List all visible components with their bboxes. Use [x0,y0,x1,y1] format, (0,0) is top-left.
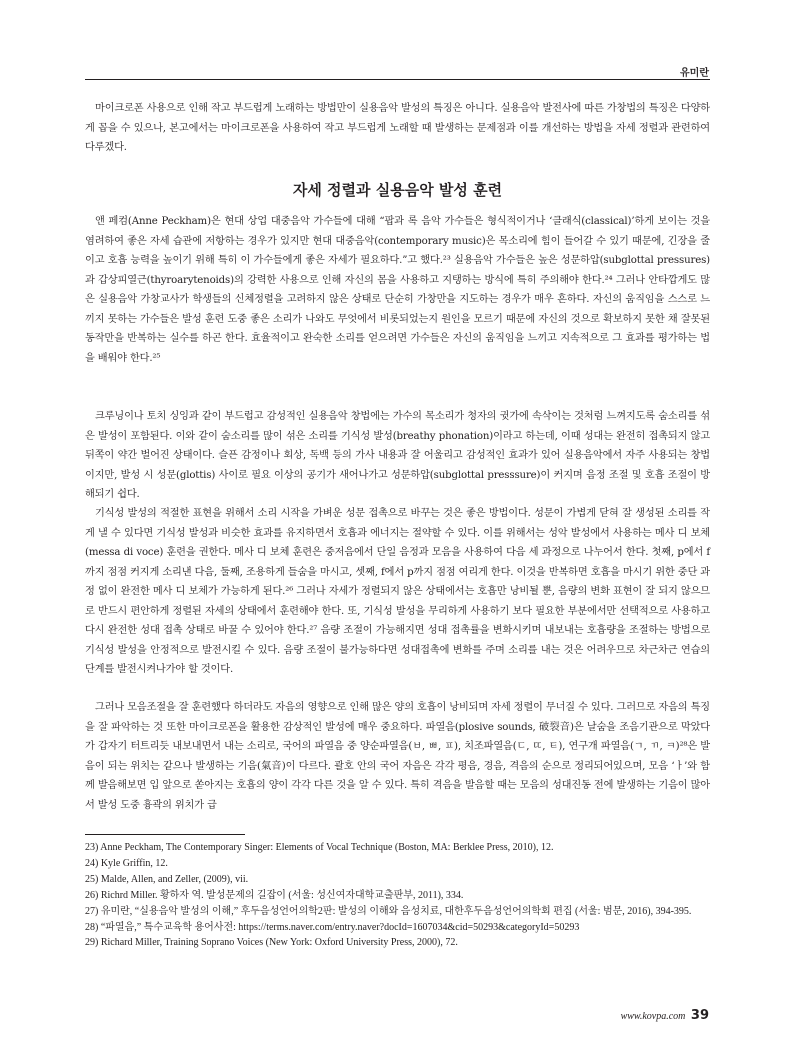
body-paragraph-1: 앤 페컴(Anne Peckham)은 현대 상업 대중음악 가수들에 대해 “팝과 록 음악 가수들은 형식적이거나 ‘클래식(classical)’하게 보이는 것을 염려하여 좋은 자세 습관에 저항하는 경우가 있지만 현대 대중음악(contemporary music)은 목소리에 힘이 들어갈 수 있기 때문에, 긴장을 줄이고 호흡 능력을 높이기 위해 특히 이 가수들에게 좋은 자세가 필요하다.”고 했다.²³ 실용음악 가수들은 높은 성문하압(subglottal pressures)과 갑상피열근(thyroarytenoids)의 강력한 사용으로 인해 자신의 몸을 사용하고 지탱하는 방식에 특히 주의해야 한다.²⁴ 그러나 안타깝게도 많은 실용음악 가창교사가 학생들의 신체정렬을 고려하지 않은 상태로 단순히 가창만을 지도하는 경우가 매우 흔하다. 자신의 움직임을 스스로 느끼지 못하는 가수들은 발성 훈련 도중 좋은 소리가 나와도 무엇에서 비롯되었는지 원인을 모르기 때문에 자신의 것으로 확보하지 못한 채 잘못된 동작만을 반복하는 실수를 하곤 한다. 효율적이고 완숙한 소리를 얻으려면 가수들은 자신의 움직임을 느끼고 지속적으로 그 효과를 평가하는 법을 배워야 한다.²⁵ [85,216,711,364]
body-paragraph-2: 크루닝이나 토치 싱잉과 같이 부드럽고 감성적인 실용음악 창법에는 가수의 목소리가 청자의 귓가에 속삭이는 것처럼 느껴지도록 숨소리를 섞은 발성이 포함된다. 이와 같이 숨소리를 많이 섞은 소리를 기식성 발성(breathy phonation)이라고 하는데, 이때 성대는 완전히 접촉되지 않고 뒤쪽이 약간 벌어진 상태이다. 슬픈 감정이나 회상, 독백 등의 가사 내용과 잘 어울리고 감성적인 효과가 있어 실용음악에서 자주 사용되는 창법이지만, 발성 시 성문(glottis) 사이로 필요 이상의 공기가 새어나가고 성문하압(subglottal presssure)이 커지며 음정 조절 및 호흡 조절이 방해되기 쉽다. [85,411,710,500]
footer-site: www.kovpa.com [620,1011,686,1022]
intro-paragraph: 마이크로폰 사용으로 인해 작고 부드럽게 노래하는 방법만이 실용음악 발성의 특징은 아니다. 실용음악 발전사에 따른 가창법의 특징은 다양하게 꼽을 수 있으나, 본고에서는 마이크로폰을 사용하여 작고 부드럽게 노래할 때 발생하는 문제점과 이를 개선하는 방법을 자세 정렬과 관련하여 다루겠다. [85,103,710,153]
footnote-26: 26) Richrd Miller. 황하자 역. 발성문제의 길잡이 (서울: 성신여자대학교출판부, 2011), 334. [85,889,464,901]
section-heading: 자세 정렬과 실용음악 발성 훈련 [292,181,503,199]
body-paragraph-4: 그러나 모음조절을 잘 훈련했다 하더라도 자음의 영향으로 인해 많은 양의 호흡이 낭비되며 자세 정렬이 무너질 수 있다. 그러므로 자음의 특징을 잘 파악하는 것 또한 마이크로폰을 활용한 감상적인 발성에 매우 중요하다. 파열음(plosive sounds, 破裂音)은 날숨을 조음기관으로 막았다가 갑자기 터트리듯 내보내면서 내는 소리로, 국어의 파열음 중 양순파열음(ㅂ, ㅃ, ㅍ), 치조파열음(ㄷ, ㄸ, ㅌ), 연구개 파열음(ㄱ, ㄲ, ㅋ)²⁸은 발음이 되는 위치는 같으나 발생하는 기음(氣音)이 다르다. 괄호 안의 국어 자음은 각각 평음, 경음, 격음의 순으로 정리되어있으며, 모음 ‘ㅏ’와 함께 발음해보면 입 앞으로 쏟아지는 호흡의 양이 각각 다른 것을 알 수 있다. 특히 격음을 발음할 때는 모음의 성대진동 전에 발생하는 기음이 많아서 발성 도중 흉곽의 위치가 급 [85,702,710,811]
footnote-27: 27) 유미란, “실용음악 발성의 이해,” 후두음성언어의학2판: 발성의 이해와 음성치료, 대한후두음성언어의학회 편집 (서울: 범문, 2016), 394-395. [85,905,692,917]
page-number: 39 [690,1008,709,1023]
footnote-29: 29) Richard Miller, Training Soprano Voices (New York: Oxford University Press, 2000), 72. [85,937,458,949]
running-header-author: 유미란 [680,68,709,79]
header-rule [85,79,710,80]
footnote-25: 25) Malde, Allen, and Zeller, (2009), vii. [85,873,249,885]
footnote-23: 23) Anne Peckham, The Contemporary Singer: Elements of Vocal Technique (Boston, MA: Berklee Press, 2010), 12. [85,842,554,853]
page-footer [621,1008,709,1023]
footnote-24: 24) Kyle Griffin, 12. [85,857,168,869]
footnote-list [85,840,710,951]
footnote-28: 28) “파열음,” 특수교육학 용어사전: https://terms.naver.com/entry.naver?docId=1607034&cid=50293&categoryId=50293 [85,921,580,933]
body-paragraph-3: 기식성 발성의 적절한 표현을 위해서 소리 시작을 가벼운 성문 접촉으로 바꾸는 것은 좋은 방법이다. 성문이 가볍게 닫혀 잘 생성된 소리를 작게 낼 수 있다면 기식성 발성과 비슷한 효과를 유지하면서 호흡과 에너지는 절약할 수 있다. 이를 위해서는 성악 발성에서 사용하는 메사 디 보체(messa di voce) 훈련을 권한다. 메사 디 보체 훈련은 중저음에서 단일 음정과 모음을 사용하여 다음 세 과정으로 나누어서 한다. 첫째, p에서 f까지 점점 커지게 소리낸 다음, 둘째, 조용하게 들숨을 마시고, 셋째, f에서 p까지 점점 여리게 한다. 이것을 반복하면 호흡을 마시기 위한 중단 과정 없이 완전한 메사 디 보체가 가능하게 된다.²⁶ 그러나 자세가 정렬되지 않은 상태에서는 호흡만 낭비될 뿐, 음량의 변화 표현이 잘 되지 않으므로 반드시 편안하게 정렬된 자세의 상태에서 훈련해야 한다. 또, 기식성 발성을 무리하게 사용하기 보다 필요한 부분에서만 선택적으로 사용하고 다시 완전한 성대 접촉 상태로 바꿀 수 있어야 한다.²⁷ 음량 조절이 가능해지면 성대 접촉률을 변화시키며 내보내는 호흡량을 조절하는 방법으로 기식성 발성을 안정적으로 발전시킬 수 있다. 음량 조절이 불가능하다면 성대접촉에 변화를 주며 소리를 내는 것은 어려우므로 차근차근 연습의 단계를 발전시켜나가야 할 것이다. [85,508,710,675]
footnote-separator [85,834,245,835]
